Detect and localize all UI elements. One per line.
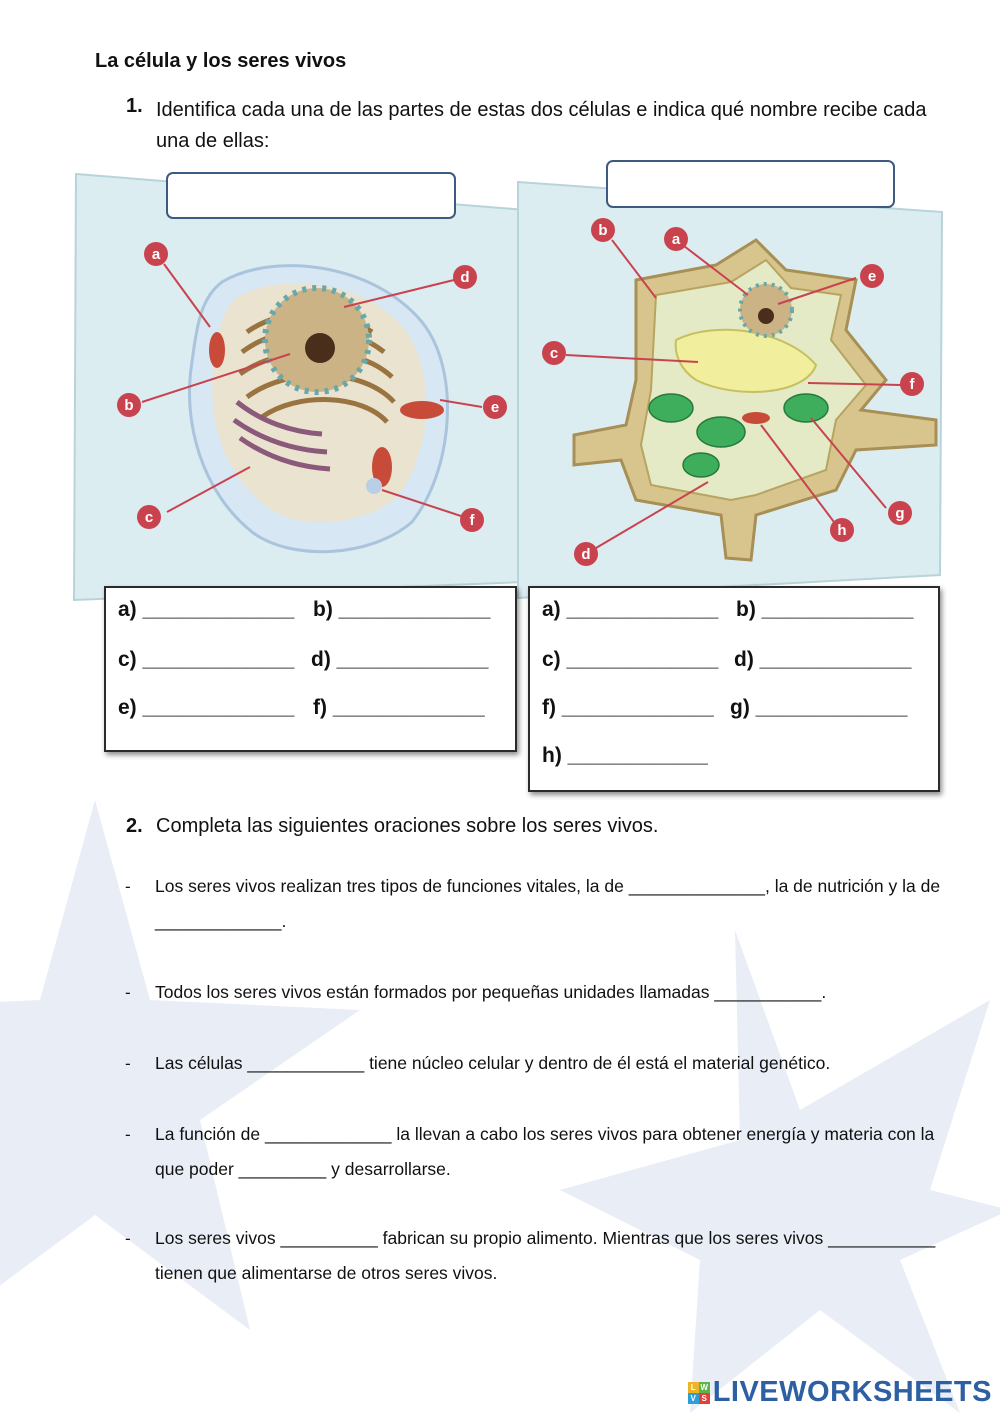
question-1-text: Identifica cada una de las partes de estas dos células e indica qué nombre recibe cada una de ellas: bbox=[156, 99, 927, 152]
marker-b: b bbox=[598, 222, 608, 239]
bullet-dash: - bbox=[125, 1054, 131, 1073]
answer-g[interactable]: g) _____________ bbox=[730, 696, 908, 719]
bullet-dash: - bbox=[125, 877, 131, 896]
liveworksheets-logo-icon bbox=[688, 1382, 710, 1404]
logo-mark-letter: W bbox=[700, 1382, 708, 1392]
plant-cell-mitochondrion bbox=[742, 412, 770, 424]
answer-a[interactable]: a) _____________ bbox=[542, 598, 719, 621]
bullet-dash: - bbox=[125, 1229, 131, 1248]
animal-cell-name-input[interactable] bbox=[166, 172, 456, 219]
marker-a: a bbox=[151, 246, 161, 263]
answer-c[interactable]: c) _____________ bbox=[118, 648, 295, 671]
sentence-1[interactable]: Los seres vivos realizan tres tipos de funciones vitales, la de ______________, la de nutrición y la de _____________. bbox=[155, 876, 941, 931]
animal-answers-box bbox=[104, 586, 517, 752]
liveworksheets-logo[interactable] bbox=[688, 1376, 992, 1409]
question-1-number: 1. bbox=[126, 95, 143, 117]
animal-cell-vesicle bbox=[366, 478, 382, 494]
sentence-4[interactable]: La función de _____________ la llevan a cabo los seres vivos para obtener energía y materia con la que poder _________ y desarrollarse. bbox=[155, 1124, 935, 1179]
animal-cell-mitochondrion bbox=[209, 332, 225, 368]
marker-f: f bbox=[469, 512, 475, 529]
plant-answers-box bbox=[528, 586, 940, 792]
plant-cell-panel bbox=[516, 180, 944, 600]
marker-c: c bbox=[144, 509, 154, 526]
worksheet-title: La célula y los seres vivos bbox=[95, 50, 347, 72]
marker-e: e bbox=[490, 399, 500, 416]
marker-f: f bbox=[909, 376, 915, 393]
answer-a[interactable]: a) _____________ bbox=[118, 598, 295, 621]
marker-b: b bbox=[124, 397, 134, 414]
bullet-dash: - bbox=[125, 983, 131, 1002]
plant-cell-name-input[interactable] bbox=[606, 160, 895, 208]
marker-a: a bbox=[671, 231, 681, 248]
animal-cell-mitochondrion bbox=[400, 401, 444, 419]
answer-b[interactable]: b) _____________ bbox=[313, 598, 491, 621]
logo-mark-letter: V bbox=[688, 1393, 699, 1404]
bullet-dash: - bbox=[125, 1125, 131, 1144]
logo-mark-letter: S bbox=[699, 1393, 710, 1404]
sentence-5[interactable]: Los seres vivos __________ fabrican su propio alimento. Mientras que los seres vivos ___________ tienen que alimentarse de otros seres vivos. bbox=[155, 1228, 936, 1283]
animal-cell-panel bbox=[72, 172, 528, 602]
logo-mark-letter: L bbox=[688, 1382, 699, 1393]
answer-h[interactable]: h) ____________ bbox=[542, 744, 708, 767]
plant-cell-nucleolus bbox=[758, 308, 774, 324]
marker-h: h bbox=[837, 522, 847, 539]
animal-cell-nucleolus bbox=[305, 333, 335, 363]
answer-f[interactable]: f) _____________ bbox=[542, 696, 714, 719]
answer-b[interactable]: b) _____________ bbox=[736, 598, 914, 621]
answer-d[interactable]: d) _____________ bbox=[311, 648, 489, 671]
answer-c[interactable]: c) _____________ bbox=[542, 648, 719, 671]
marker-g: g bbox=[895, 505, 905, 522]
answer-e[interactable]: e) _____________ bbox=[118, 696, 295, 719]
marker-e: e bbox=[867, 268, 877, 285]
marker-d: d bbox=[581, 546, 591, 563]
answer-f[interactable]: f) _____________ bbox=[313, 696, 485, 719]
liveworksheets-brand: LIVEWORKSHEETS bbox=[712, 1376, 992, 1408]
sentence-2[interactable]: Todos los seres vivos están formados por pequeñas unidades llamadas ___________. bbox=[155, 982, 827, 1002]
marker-d: d bbox=[460, 269, 470, 286]
question-2-text: Completa las siguientes oraciones sobre los seres vivos. bbox=[156, 815, 659, 837]
sentence-3[interactable]: Las células ____________ tiene núcleo celular y dentro de él está el material genético. bbox=[155, 1053, 831, 1073]
answer-d[interactable]: d) _____________ bbox=[734, 648, 912, 671]
question-2-number: 2. bbox=[126, 815, 143, 837]
marker-c: c bbox=[549, 345, 559, 362]
